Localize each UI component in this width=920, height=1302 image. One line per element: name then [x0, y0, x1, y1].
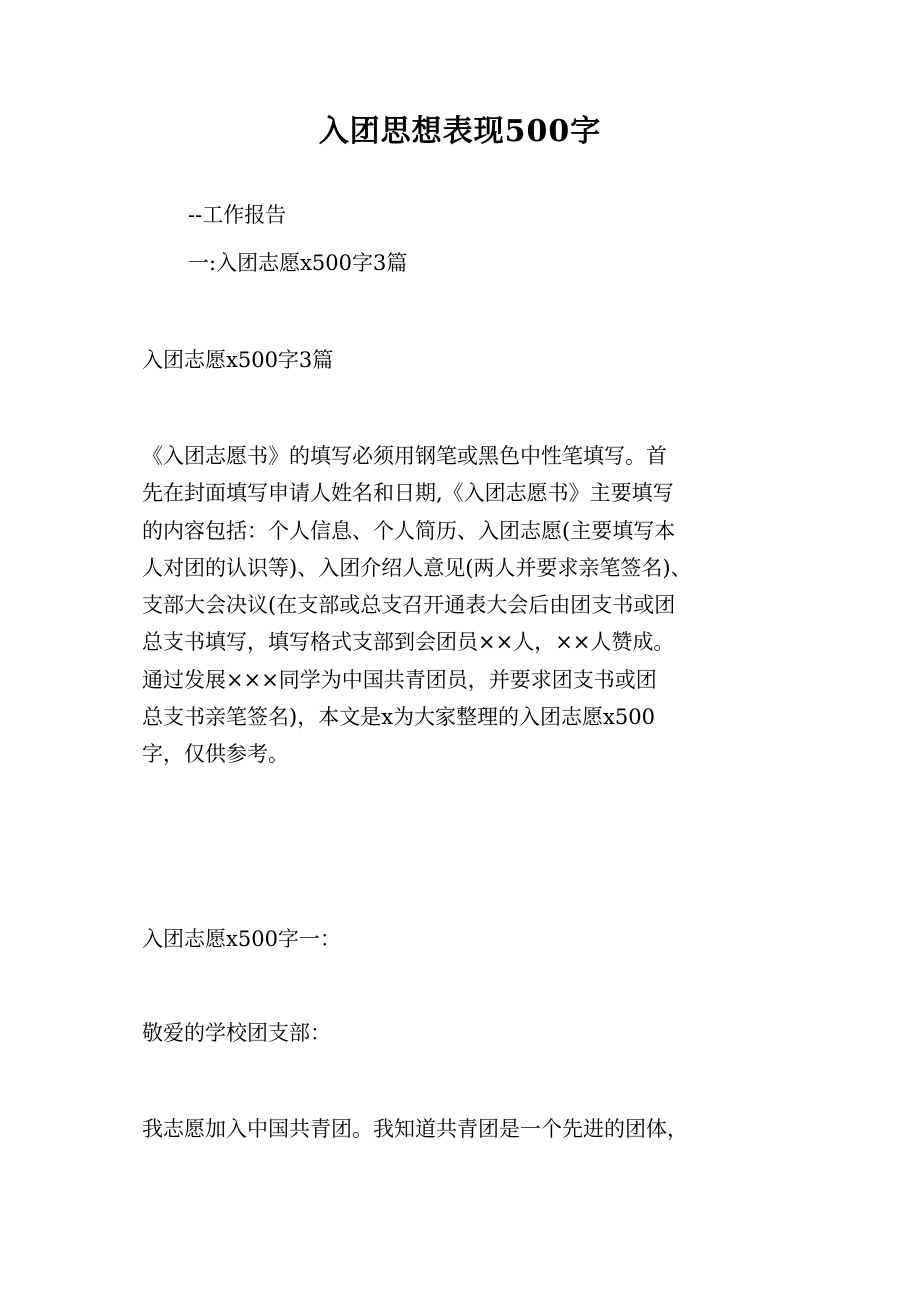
document-subtitle: --工作报告 — [188, 203, 287, 227]
toc-item: 一:入团志愿x500字3篇 — [188, 251, 408, 275]
paragraph-line: 总支书填写，填写格式支部到会团员××人，××人赞成。 — [142, 630, 675, 655]
paragraph-line: 人对团的认识等)、入团介绍人意见(两人并要求亲笔签名)、 — [142, 555, 692, 580]
paragraph-line: 支部大会决议(在支部或总支召开通表大会后由团支书或团 — [142, 593, 676, 618]
salutation: 敬爱的学校团支部： — [142, 1021, 331, 1045]
paragraph-line: 《入团志愿书》的填写必须用钢笔或黑色中性笔填写。首 — [142, 444, 667, 468]
paragraph-line: 总支书亲笔签名)，本文是x为大家整理的入团志愿x500 — [142, 705, 655, 730]
paragraph-line: 先在封面填写申请人姓名和日期,《入团志愿书》主要填写 — [142, 481, 674, 506]
paragraph-line: 通过发展×××同学为中国共青团员，并要求团支书或团 — [142, 667, 657, 692]
first-sentence: 我志愿加入中国共青团。我知道共青团是一个先进的团体， — [142, 1117, 688, 1141]
intro-paragraph — [142, 438, 782, 774]
document-title: 入团思想表现500字 — [318, 114, 602, 149]
part-one-heading: 入团志愿x500字一： — [142, 927, 341, 951]
paragraph-line: 字，仅供参考。 — [142, 742, 289, 767]
section-heading: 入团志愿x500字3篇 — [142, 348, 334, 372]
paragraph-line: 的内容包括：个人信息、个人简历、入团志愿(主要填写本 — [142, 518, 676, 543]
